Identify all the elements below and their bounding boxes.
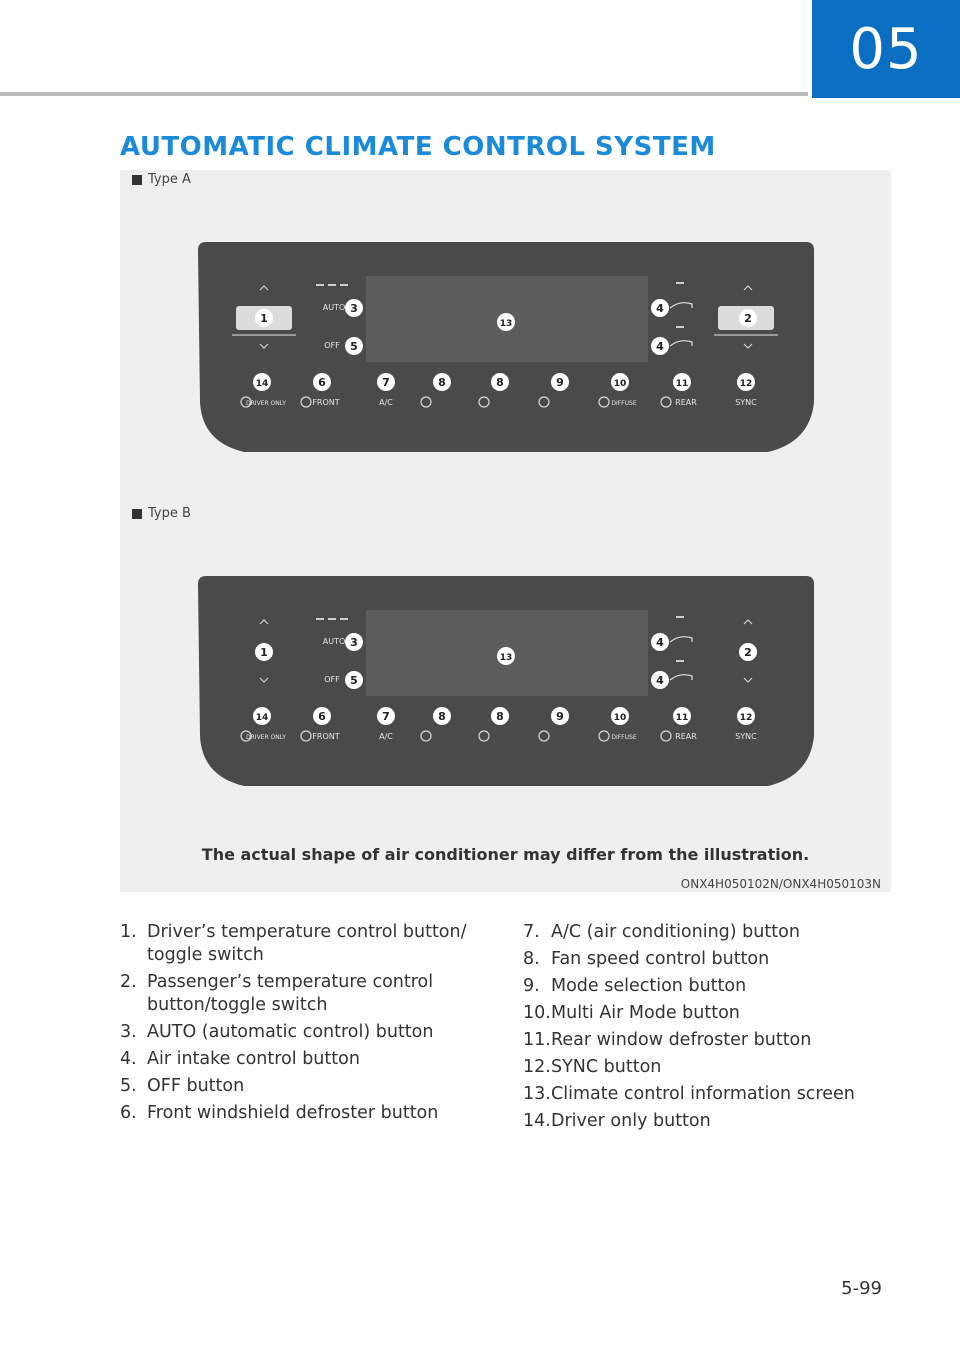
indicator-dash (316, 284, 324, 286)
legend-item (120, 1048, 480, 1071)
type-a-label (132, 172, 191, 187)
legend-item-number: 14. (523, 1111, 551, 1131)
legend-item (523, 1002, 883, 1025)
callout-12 (737, 373, 755, 391)
svg-text:2: 2 (744, 312, 752, 325)
legend-item-number: 9. (523, 976, 540, 996)
svg-text:8: 8 (438, 710, 446, 723)
legend-item-text: Mode selection button (551, 976, 747, 996)
button-label: DRIVER ONLY (246, 400, 286, 407)
control-panel-type-b (198, 576, 814, 788)
square-bullet-icon (132, 509, 142, 519)
square-bullet-icon (132, 175, 142, 185)
legend-item-text: Climate control information screen (551, 1084, 855, 1104)
callout-6 (313, 373, 331, 391)
svg-text:1: 1 (260, 312, 268, 325)
legend-item-number: 2. (120, 972, 137, 992)
indicator-dash (316, 618, 324, 620)
svg-text:6: 6 (318, 710, 326, 723)
callout-7 (377, 707, 395, 725)
indicator-dash (676, 326, 684, 328)
callout-1 (255, 309, 273, 327)
svg-text:7: 7 (382, 376, 390, 389)
control-panel-svg (198, 576, 814, 788)
figure-code: ONX4H050102N/ONX4H050103N (680, 877, 881, 891)
button-label: DIFFUSE (611, 734, 637, 741)
type-a-text: Type A (148, 172, 191, 187)
legend-item-text: Driver only button (551, 1111, 711, 1131)
svg-text:4: 4 (656, 636, 664, 649)
svg-text:8: 8 (496, 710, 504, 723)
legend-item-text: Rear window defroster button (551, 1030, 812, 1050)
svg-text:7: 7 (382, 710, 390, 723)
off-label: OFF (324, 341, 340, 350)
button-label: FRONT (312, 732, 340, 741)
legend-item-number: 7. (523, 922, 540, 942)
callout-8 (433, 707, 451, 725)
svg-text:13: 13 (499, 319, 513, 329)
callout-14 (253, 707, 271, 725)
svg-text:12: 12 (739, 713, 753, 723)
legend-item (523, 975, 883, 998)
callout-4 (651, 337, 669, 355)
legend-item (523, 1029, 883, 1052)
legend-list-right (523, 921, 883, 1137)
button-label: REAR (675, 398, 697, 407)
svg-text:2: 2 (744, 646, 752, 659)
svg-text:8: 8 (496, 376, 504, 389)
button-label: SYNC (735, 398, 757, 407)
svg-text:14: 14 (255, 713, 269, 723)
svg-text:4: 4 (656, 302, 664, 315)
legend-item-text: Front windshield defroster button (147, 1103, 439, 1123)
svg-text:11: 11 (675, 379, 689, 389)
callout-11 (673, 373, 691, 391)
legend-item (523, 921, 883, 944)
svg-text:4: 4 (656, 340, 664, 353)
callout-6 (313, 707, 331, 725)
legend-item (523, 1083, 883, 1106)
page-number: 5-99 (841, 1278, 882, 1299)
legend-item (120, 971, 480, 1017)
auto-label: AUTO (322, 303, 346, 312)
callout-2 (739, 643, 757, 661)
button-label: DIFFUSE (611, 400, 637, 407)
callout-4 (651, 671, 669, 689)
callout-7 (377, 373, 395, 391)
legend-item (523, 1056, 883, 1079)
indicator-dash (328, 284, 336, 286)
legend-item-text: SYNC button (551, 1057, 662, 1077)
legend-item-number: 13. (523, 1084, 551, 1104)
legend-item-text: A/C (air conditioning) button (551, 922, 800, 942)
callout-14 (253, 373, 271, 391)
legend-item-text: Passenger’s temperature control button/toggle switch (147, 972, 434, 1015)
legend-item (120, 1021, 480, 1044)
figure-caption: The actual shape of air conditioner may differ from the illustration. (201, 845, 810, 864)
callout-8 (491, 707, 509, 725)
callout-13 (497, 647, 515, 665)
legend-item-number: 4. (120, 1049, 137, 1069)
legend-item-text: Fan speed control button (551, 949, 770, 969)
svg-text:6: 6 (318, 376, 326, 389)
callout-4 (651, 299, 669, 317)
callout-4 (651, 633, 669, 651)
svg-text:8: 8 (438, 376, 446, 389)
svg-text:3: 3 (350, 636, 358, 649)
button-label: FRONT (312, 398, 340, 407)
callout-5 (345, 337, 363, 355)
legend-item-number: 11. (523, 1030, 551, 1050)
callout-9 (551, 373, 569, 391)
callout-10 (611, 373, 629, 391)
svg-text:4: 4 (656, 674, 664, 687)
legend-item-number: 8. (523, 949, 540, 969)
svg-text:3: 3 (350, 302, 358, 315)
button-label: SYNC (735, 732, 757, 741)
toggle-shadow (714, 334, 778, 336)
callout-10 (611, 707, 629, 725)
legend-item (120, 1102, 480, 1125)
callout-3 (345, 299, 363, 317)
svg-text:14: 14 (255, 379, 269, 389)
legend-item-text: Multi Air Mode button (551, 1003, 740, 1023)
callout-13 (497, 313, 515, 331)
header-rule (0, 92, 808, 96)
svg-text:13: 13 (499, 653, 513, 663)
legend-item-number: 12. (523, 1057, 551, 1077)
svg-text:9: 9 (556, 376, 564, 389)
control-panel-type-a (198, 242, 814, 454)
svg-text:10: 10 (613, 379, 627, 389)
indicator-dash (328, 618, 336, 620)
callout-8 (491, 373, 509, 391)
type-b-label (132, 506, 191, 521)
type-b-text: Type B (148, 506, 191, 521)
legend-item-number: 5. (120, 1076, 137, 1096)
indicator-dash (340, 284, 348, 286)
legend-item (523, 948, 883, 971)
legend-item-text: OFF button (147, 1076, 245, 1096)
button-label: REAR (675, 732, 697, 741)
indicator-dash (340, 618, 348, 620)
legend-item-number: 6. (120, 1103, 137, 1123)
legend-item-text: Driver’s temperature control button/ toggle switch (147, 922, 467, 965)
legend-item (523, 1110, 883, 1133)
svg-text:5: 5 (350, 674, 358, 687)
svg-text:11: 11 (675, 713, 689, 723)
climate-control-figure (120, 170, 891, 892)
legend-list-left (120, 921, 480, 1129)
callout-12 (737, 707, 755, 725)
indicator-dash (676, 660, 684, 662)
callout-9 (551, 707, 569, 725)
chapter-tab: 05 (812, 0, 960, 98)
callout-11 (673, 707, 691, 725)
button-label: A/C (379, 732, 393, 741)
button-label: A/C (379, 398, 393, 407)
svg-text:10: 10 (613, 713, 627, 723)
off-label: OFF (324, 675, 340, 684)
indicator-dash (676, 616, 684, 618)
legend-item-text: AUTO (automatic control) button (147, 1022, 434, 1042)
callout-2 (739, 309, 757, 327)
legend-item-number: 1. (120, 922, 137, 942)
legend-item-number: 3. (120, 1022, 137, 1042)
svg-text:12: 12 (739, 379, 753, 389)
svg-text:1: 1 (260, 646, 268, 659)
legend-item (120, 921, 480, 967)
indicator-dash (676, 282, 684, 284)
legend-item-number: 10. (523, 1003, 551, 1023)
legend-item-text: Air intake control button (147, 1049, 360, 1069)
callout-5 (345, 671, 363, 689)
button-label: DRIVER ONLY (246, 734, 286, 741)
auto-label: AUTO (322, 637, 346, 646)
callout-8 (433, 373, 451, 391)
legend-item (120, 1075, 480, 1098)
callout-1 (255, 643, 273, 661)
control-panel-svg (198, 242, 814, 454)
svg-text:9: 9 (556, 710, 564, 723)
callout-3 (345, 633, 363, 651)
section-title: AUTOMATIC CLIMATE CONTROL SYSTEM (120, 132, 716, 162)
svg-text:5: 5 (350, 340, 358, 353)
toggle-shadow (232, 334, 296, 336)
